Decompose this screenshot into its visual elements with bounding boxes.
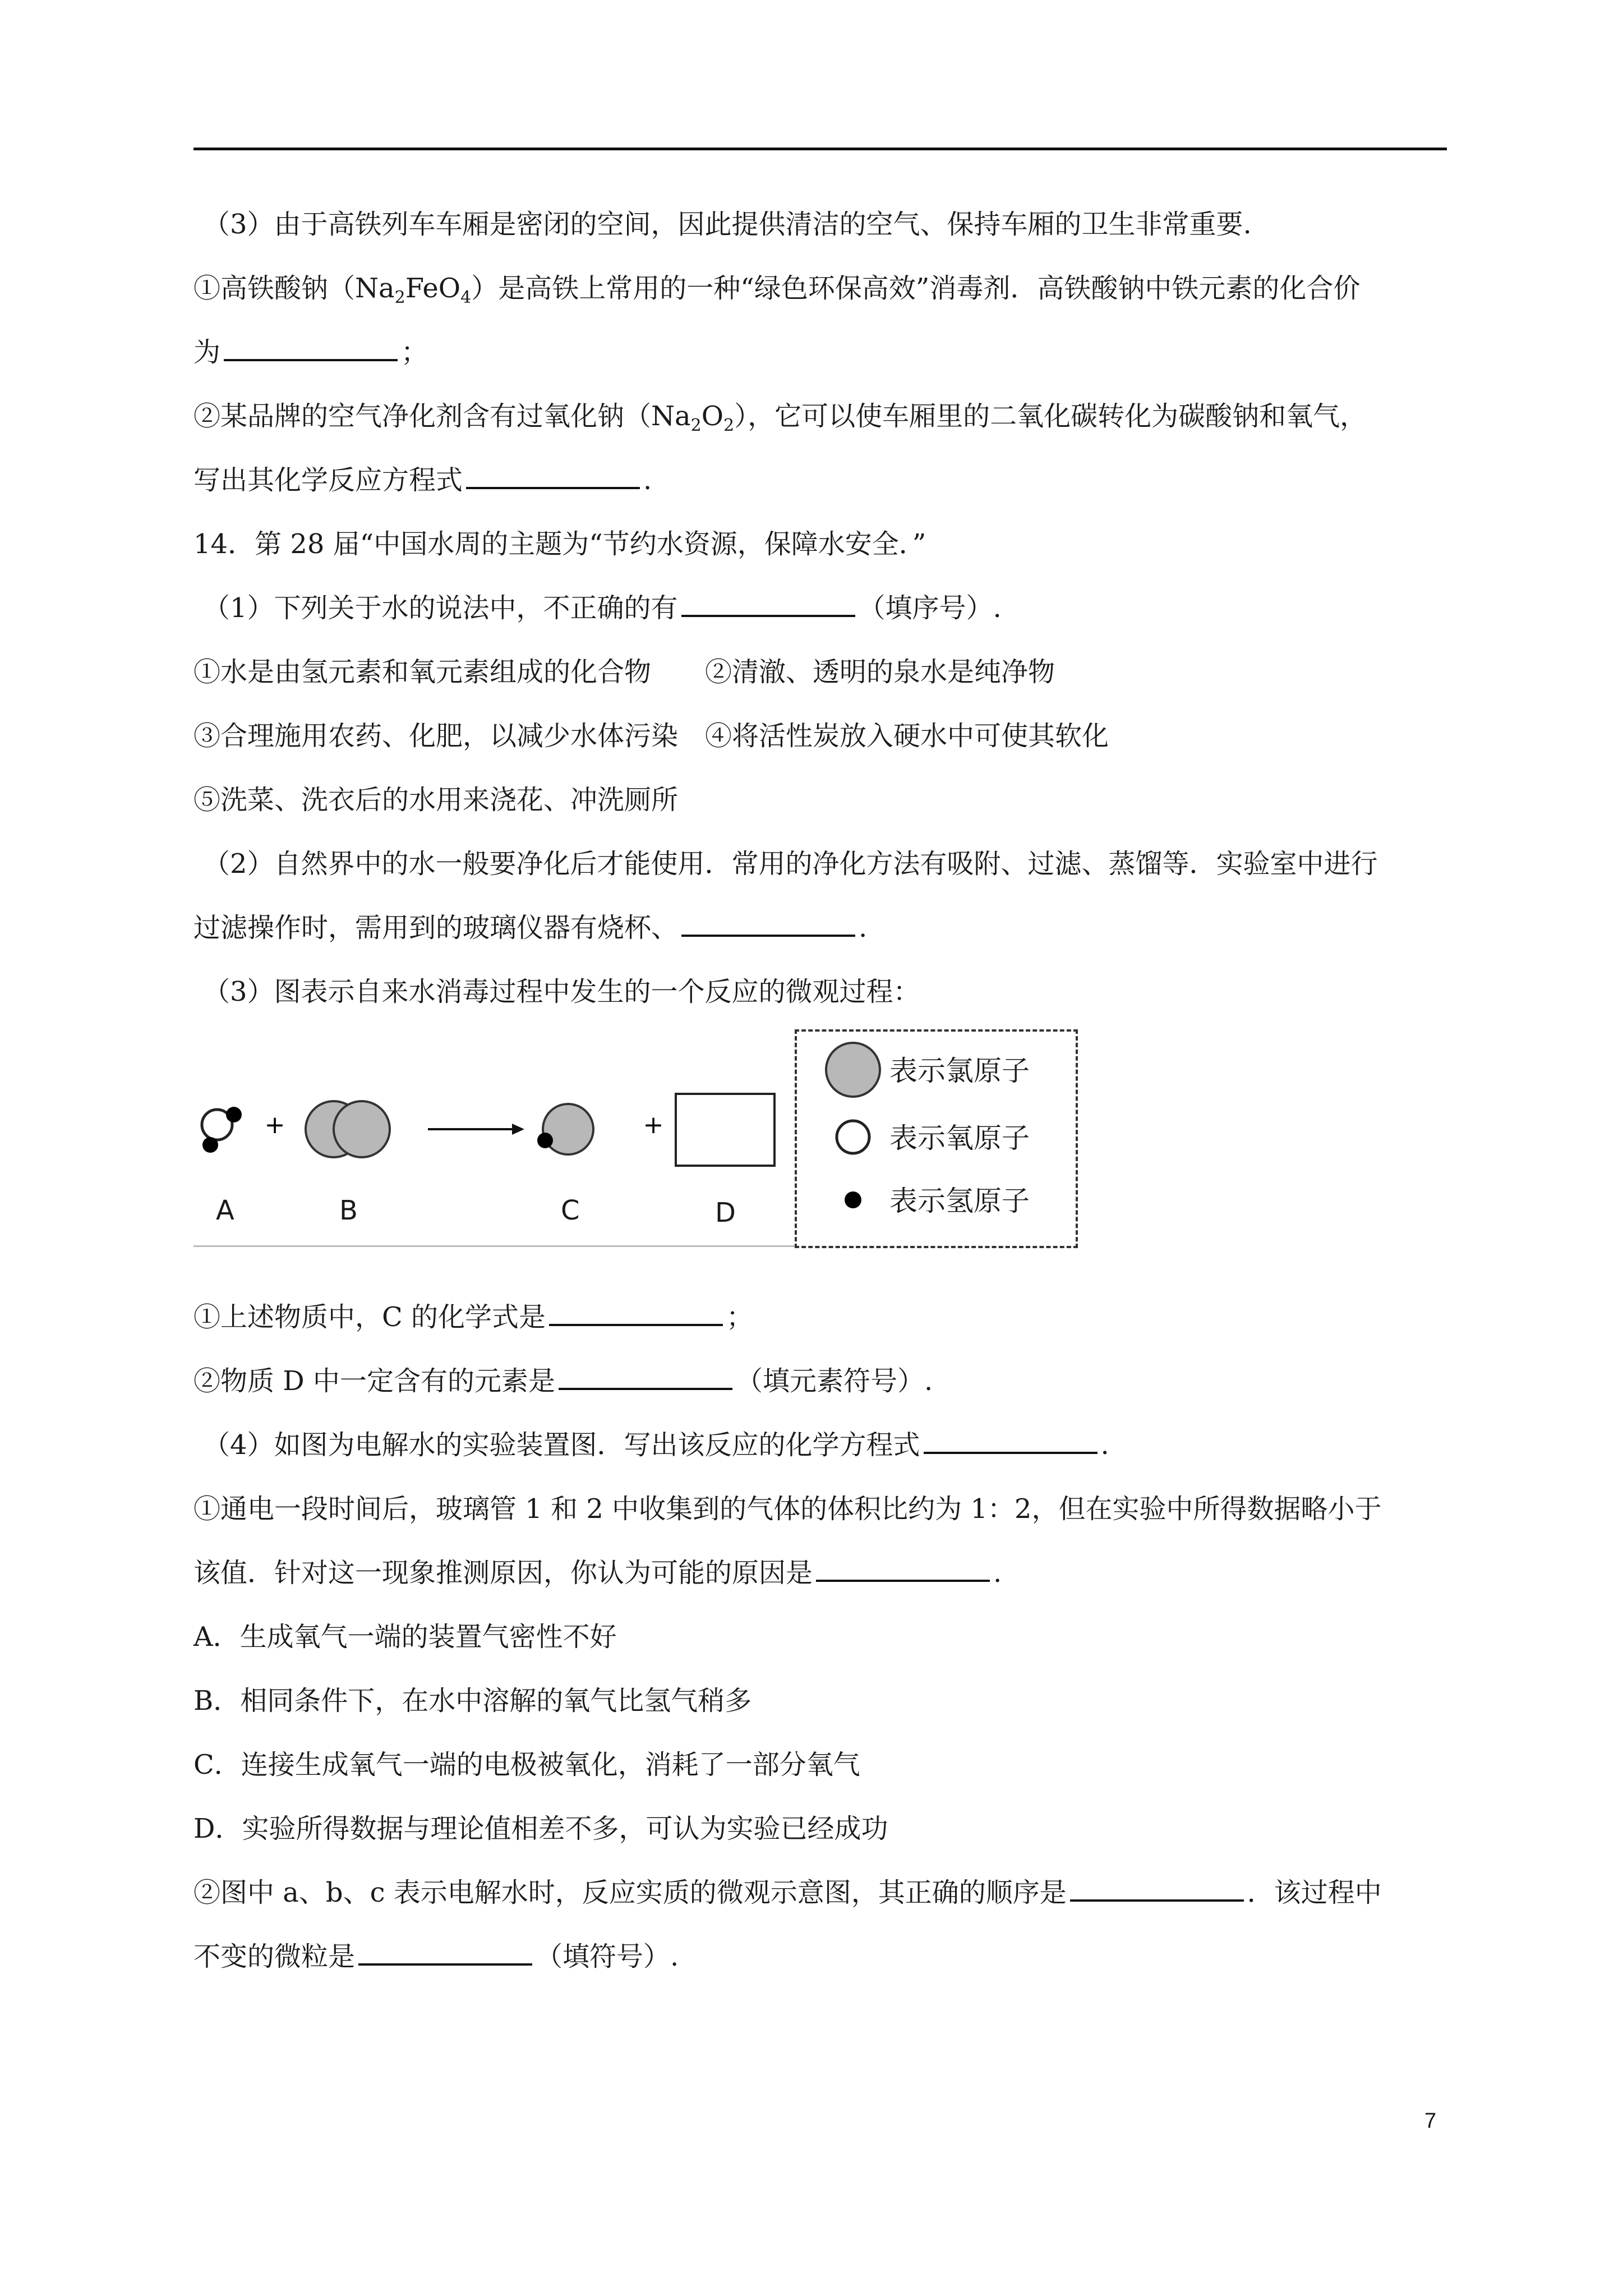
chlorine-atom-icon xyxy=(797,1042,881,1098)
question-heading: 14．第 28 届“中国水周的主题为“节约水资源，保障水安全．” xyxy=(193,528,926,560)
reaction-arrow xyxy=(428,1124,524,1135)
plus-sign: + xyxy=(643,1111,664,1139)
diagram-baseline xyxy=(193,1245,795,1247)
hydrogen-atom-icon xyxy=(797,1172,881,1228)
answer-blank[interactable] xyxy=(559,1365,732,1390)
reaction-diagram xyxy=(193,1029,1080,1254)
answer-blank[interactable] xyxy=(358,1941,532,1966)
label-d: D xyxy=(715,1197,736,1228)
option-line: D．实验所得数据与理论值相差不多，可认为实验已经成功 xyxy=(193,1813,888,1844)
oxygen-atom-icon xyxy=(797,1109,881,1165)
paragraph-line: （4）如图为电解水的实验装置图．写出该反应的化学方程式 . xyxy=(203,1429,1109,1461)
molecule-a xyxy=(202,1107,242,1153)
legend-hydrogen: 表示氢原子 xyxy=(797,1172,1076,1228)
paragraph-line: ②物质 D 中一定含有的元素是 （填元素符号）. xyxy=(193,1365,933,1397)
option-line: ⑤洗菜、洗衣后的水用来浇花、冲洗厕所 xyxy=(193,784,679,816)
paragraph-line: （2）自然界中的水一般要净化后才能使用．常用的净化方法有吸附、过滤、蒸馏等．实验室中进行 xyxy=(203,848,1378,880)
label-c: C xyxy=(561,1195,580,1226)
paragraph-line: ②某品牌的空气净化剂含有过氧化钠$(Na_2O_2)$，它可以使车厢里的二氧化碳转化为碳酸钠和氧气， xyxy=(193,401,1367,435)
option-line: ③合理施用农药、化肥，以减少水体污染 ④将活性炭放入硬水中可使其软化 xyxy=(193,720,1109,752)
molecule-b xyxy=(306,1101,390,1157)
paragraph-line: 该值．针对这一现象推测原因，你认为可能的原因是 . xyxy=(193,1557,1002,1589)
option-line: C．连接生成氧气一端的电极被氧化，消耗了一部分氧气 xyxy=(193,1749,860,1780)
legend-box xyxy=(795,1029,1078,1248)
legend-chlorine: 表示氯原子 xyxy=(797,1042,1076,1098)
molecule-c xyxy=(537,1104,593,1154)
paragraph-line: （3）由于高铁列车车厢是密闭的空间，因此提供清洁的空气、保持车厢的卫生非常重要. xyxy=(203,209,1252,240)
option-line: A．生成氧气一端的装置气密性不好 xyxy=(193,1621,617,1653)
option-line: B．相同条件下，在水中溶解的氧气比氢气稍多 xyxy=(193,1685,752,1717)
paragraph-line: 为 ； xyxy=(193,337,428,368)
paragraph-line: （1）下列关于水的说法中，不正确的有 （填序号）. xyxy=(203,592,1002,624)
paragraph-line: ①上述物质中，C 的化学式是 ； xyxy=(193,1301,754,1333)
label-b: B xyxy=(339,1195,358,1226)
label-a: A xyxy=(216,1195,234,1226)
answer-blank[interactable] xyxy=(924,1429,1098,1454)
answer-blank[interactable] xyxy=(816,1557,990,1582)
answer-blank[interactable] xyxy=(224,337,398,361)
answer-blank[interactable] xyxy=(549,1301,723,1326)
answer-blank[interactable] xyxy=(681,912,855,937)
molecule-d-box xyxy=(676,1094,774,1166)
answer-blank[interactable] xyxy=(1070,1877,1244,1902)
paragraph-line: 写出其化学反应方程式 . xyxy=(193,464,652,496)
answer-blank[interactable] xyxy=(466,464,640,489)
paragraph-line: 过滤操作时，需用到的玻璃仪器有烧杯、 . xyxy=(193,912,868,944)
paragraph-line: ①通电一段时间后，玻璃管 1 和 2 中收集到的气体的体积比约为 1：2，但在实验中所得数据略小于 xyxy=(193,1493,1382,1525)
answer-blank[interactable] xyxy=(681,592,855,617)
header-rule xyxy=(193,148,1447,150)
legend-oxygen: 表示氧原子 xyxy=(797,1109,1076,1165)
paragraph-line: ②图中 a、b、c 表示电解水时，反应实质的微观示意图，其正确的顺序是 ．该过程中 xyxy=(193,1877,1382,1908)
paragraph-line: ①高铁酸钠$(Na_2FeO_4)$是高铁上常用的一种“绿色环保高效”消毒剂．高铁酸钠中铁元素的化合价 xyxy=(193,273,1361,307)
reaction-svg xyxy=(193,1029,795,1248)
plus-sign: + xyxy=(264,1111,285,1139)
page-number: 7 xyxy=(1424,2109,1437,2133)
paragraph-line: （3）图表示自来水消毒过程中发生的一个反应的微观过程： xyxy=(203,976,920,1007)
paragraph-line: 不变的微粒是 （填符号）. xyxy=(193,1941,679,1972)
option-line: ①水是由氢元素和氧元素组成的化合物 ②清澈、透明的泉水是纯净物 xyxy=(193,656,1055,688)
